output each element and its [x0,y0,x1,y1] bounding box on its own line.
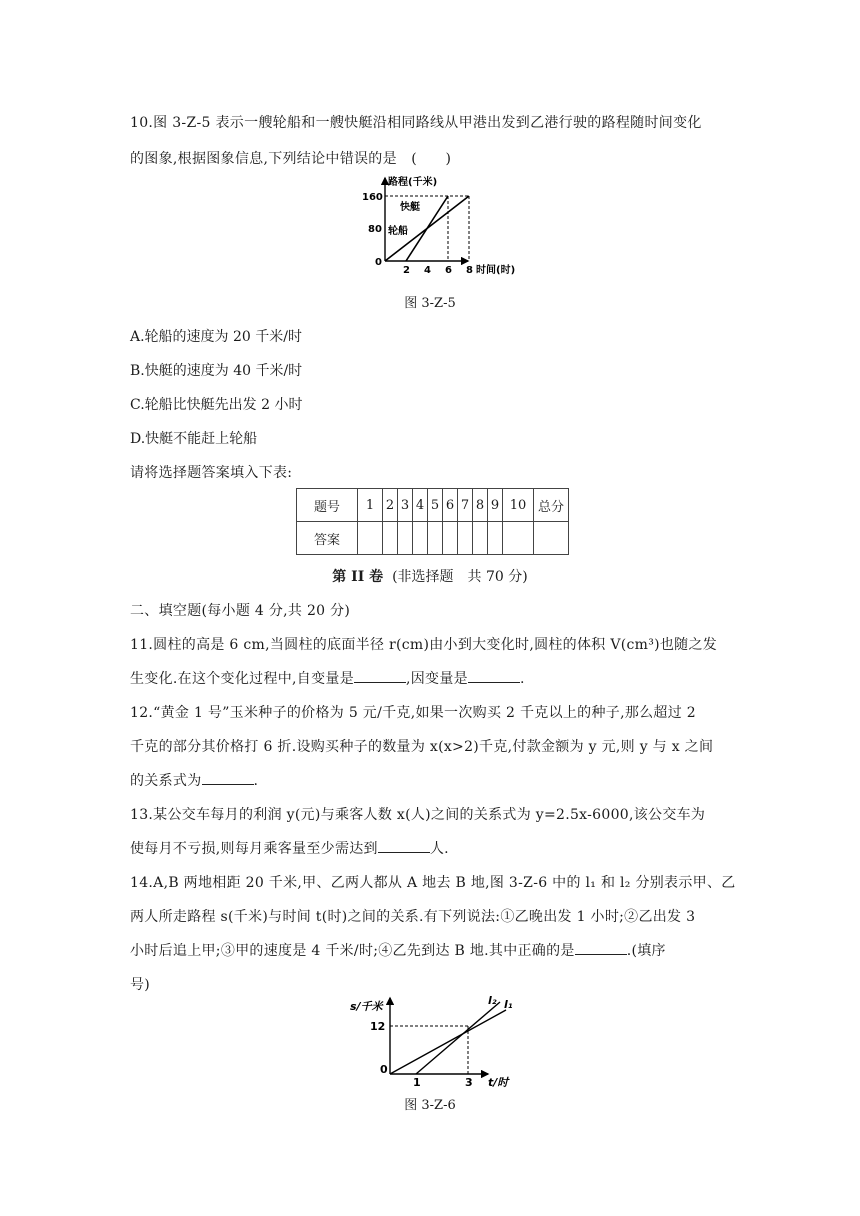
q12-line1: 12.“黄金 1 号”玉米种子的价格为 5 元/千克,如果一次购买 2 千克以上的种子,那么超过 2 [130,705,696,721]
q12-line2: 千克的部分其价格打 6 折.设购买种子的数量为 x(x>2)千克,付款金额为 y 元,则 y 与 x 之间 [130,739,714,755]
line-l2 [416,1002,500,1074]
origin-label: 0 [375,257,382,268]
q13-text-b: 人. [429,841,449,857]
q10-option-a: A.轮船的速度为 20 千米/时 [130,329,302,345]
q14-line4: 号) [130,977,151,993]
q10-stem-line2: 的图象,根据图象信息,下列结论中错误的是 ( ) [130,151,452,167]
q12-text-b: . [253,773,259,789]
x-tick-2: 2 [403,265,410,276]
answer-cell [503,522,534,555]
x-tick-6: 6 [445,265,452,276]
header-cell: 4 [413,489,428,522]
boat-label: 轮船 [388,226,408,237]
figure-3-z-6-caption: 图 3-Z-6 [404,1098,456,1113]
q14-blank [575,942,627,955]
header-cell: 5 [428,489,443,522]
header-cell: 总分 [534,489,569,522]
origin-label: 0 [380,1063,388,1076]
q10-option-c: C.轮船比快艇先出发 2 小时 [130,397,303,413]
q12-blank [202,772,254,785]
q12-line3 [130,770,258,790]
answer-cell [458,522,473,555]
q10-option-d: D.快艇不能赶上轮船 [130,431,258,447]
x-tick-8: 8 [466,265,473,276]
speedboat-label: 快艇 [400,202,420,213]
header-cell: 1 [358,489,383,522]
section-2-volume: 第 II 卷 [332,569,384,585]
q13-text-a: 使每月不亏损,则每月乘客量至少需达到 [130,841,378,857]
t-tick-1: 1 [413,1076,421,1089]
q13-blank [378,840,430,853]
y-tick-80: 80 [368,224,382,235]
header-cell: 10 [503,489,534,522]
t-tick-3: 3 [465,1076,473,1089]
q11-text-b: ,因变量是 [406,671,468,687]
answer-table-answer-row [297,522,569,555]
q13-line2 [130,838,449,858]
answer-cell [358,522,383,555]
section-2-heading: 二、填空题(每小题 4 分,共 20 分) [130,603,351,619]
q11-line2 [130,668,525,688]
header-cell: 9 [488,489,503,522]
x-tick-4: 4 [424,265,431,276]
q14-line2: 两人所走路程 s(千米)与时间 t(时)之间的关系.有下列说法:①乙晚出发 1 小时;②乙出发 3 [130,909,696,925]
q14-text-b: .(填序 [626,943,666,959]
q13-line1: 13.某公交车每月的利润 y(元)与乘客人数 x(人)之间的关系式为 y=2.5x-6000,该公交车为 [130,807,706,823]
section-2-title [0,566,860,586]
header-cell: 8 [473,489,488,522]
figure-3-z-6-graph [348,994,518,1088]
x-axis-label: 时间(时) [476,265,516,276]
q10-stem-line1: 10.图 3-Z-5 表示一艘轮船和一艘快艇沿相同路线从甲港出发到乙港行驶的路程随时间变化 [130,115,702,131]
header-cell: 6 [443,489,458,522]
q11-text-c: . [519,671,525,687]
t-axis-label: t/时 [488,1076,509,1089]
y-tick-160: 160 [362,192,383,203]
answer-cell [383,522,398,555]
answer-cell [413,522,428,555]
answer-table-header-row [297,489,569,522]
q14-line1: 14.A,B 两地相距 20 千米,甲、乙两人都从 A 地去 B 地,图 3-Z-6 中的 l₁ 和 l₂ 分别表示甲、乙 [130,875,736,891]
section-2-subtitle: (非选择题 共 70 分) [392,569,528,585]
header-cell: 2 [383,489,398,522]
l1-label: l₁ [504,998,513,1011]
l2-label: l₂ [488,994,497,1007]
figure-3-z-5-graph [360,174,516,278]
header-cell: 7 [458,489,473,522]
answer-row-label: 答案 [297,522,358,555]
answer-cell [428,522,443,555]
answer-cell [473,522,488,555]
q11-line1: 11.圆柱的高是 6 cm,当圆柱的底面半径 r(cm)由小到大变化时,圆柱的体积 V(cm³)也随之发 [130,637,718,653]
header-cell: 3 [398,489,413,522]
answer-cell [534,522,569,555]
s-tick-12: 12 [370,1020,386,1033]
q11-blank-1 [354,670,406,683]
q10-option-b: B.快艇的速度为 40 千米/时 [130,363,303,379]
q12-text-a: 的关系式为 [130,773,202,789]
header-cell: 题号 [297,489,358,522]
answer-cell [398,522,413,555]
q11-text-a: 生变化.在这个变化过程中,自变量是 [130,671,354,687]
y-axis-label: 路程(千米) [388,177,438,188]
answer-table-intro: 请将选择题答案填入下表: [130,465,293,481]
figure-3-z-5-caption: 图 3-Z-5 [404,296,456,311]
answer-table [296,488,569,555]
s-axis-label: s/千米 [350,1000,383,1013]
answer-cell [443,522,458,555]
q11-blank-2 [468,670,520,683]
q14-text-a: 小时后追上甲;③甲的速度是 4 千米/时;④乙先到达 B 地.其中正确的是 [130,943,575,959]
answer-cell [488,522,503,555]
line-l1 [390,1010,506,1074]
q14-line3 [130,940,666,960]
